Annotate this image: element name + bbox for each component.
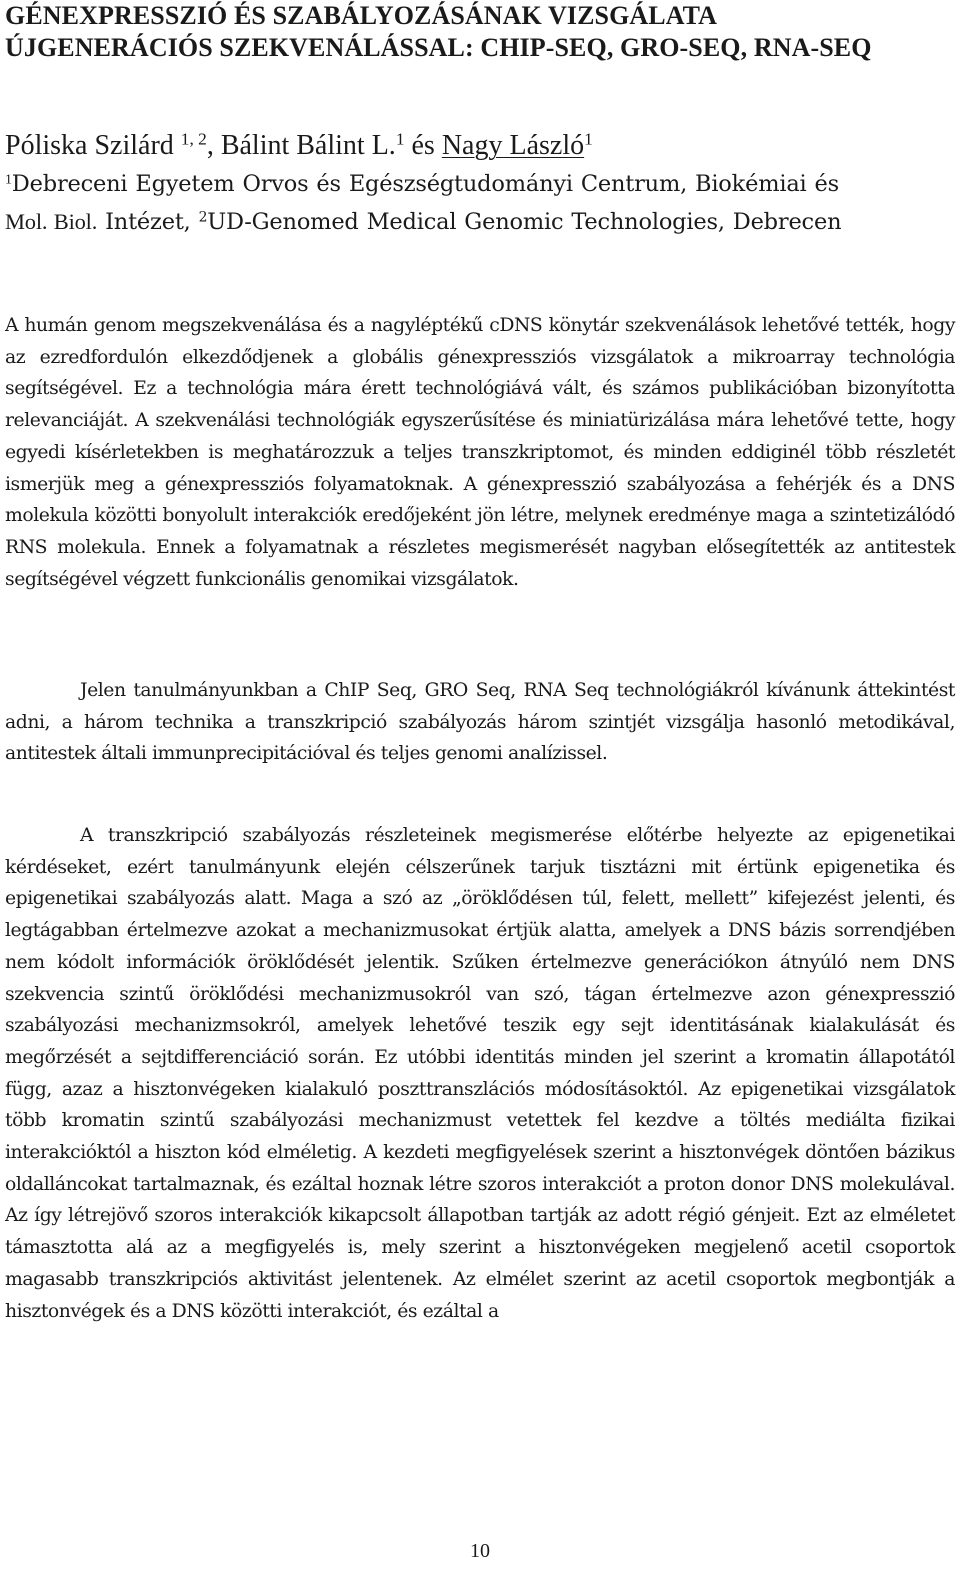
affiliation-2-mark: 2 [198, 209, 208, 226]
title-line-2: ÚJGENERÁCIÓS SZEKVENÁLÁSSAL: CHIP-SEQ, GRO-SEQ, RNA-SEQ [5, 33, 872, 62]
author-list [5, 128, 955, 164]
paragraph-3: A transzkripció szabályozás részleteinek megismerése előtérbe helyezte az epigenetikai kérdéseket, ezért tanulmányunk elején célszerűnek tarjuk tisztázni mit értünk epigenetika és epigenetikai szabályozás alatt. Maga a szó az „öröklődésen túl, felett, mellett” kifejezést jelenti, és legtágabban értelmezve azokat a mechanizmusokat értjük alatta, amelyek a DNS bázis sorrendjében nem kódolt információk öröklődését jelentik. Szűken értelmezve generációkon átnyúló nem DNS szekvencia szintű öröklődési mechanizmusokról van szó, tágan értelmezve azon génexpresszió szabályozási mechanizmsokról, amelyek lehetővé teszik egy sejt identitásának kialakulását és megőrzését a sejtdifferenciáció során. Ez utóbbi identitás minden jel szerint a kromatin állapotától függ, azaz a hisztonvégeken kialakuló poszttranszlációs módosításoktól. Az epigenetikai vizsgálatok több kromatin szintű szabályozási mechanizmust vetettek fel kezdve a töltés mediálta fizikai interakcióktól a hiszton kód elméletig. A kezdeti megfigyelések szerint a hisztonvégek döntően bázikus oldalláncokat tartalmaznak, és ezáltal hoznak létre szoros interakciót a proton donor DNS molekulával. Az így létrejövő szoros interakciók kikapcsolt állapotban tartják az adott régió génjeit. Ezt az elméletet támasztotta alá az a megfigyelés is, mely szerint a hisztonvégeken megjelenő acetil csoportok magasabb transzkripciós aktivitást jelentenek. Az elmélet szerint az acetil csoportok megbontják a hisztonvégek és a DNS közötti interakciót, és ezáltal a [5, 825, 955, 1322]
author-1: Póliska Szilárd [5, 130, 181, 161]
document-title [5, 0, 955, 64]
author-2: , Bálint Bálint L. [206, 130, 396, 161]
affiliation-1-mark: 1 [5, 172, 12, 188]
affiliation-line-1: Debreceni Egyetem Orvos és Egészségtudományi Centrum, Biokémiai és [11, 171, 839, 197]
author-1-affiliation-mark: 1, 2 [180, 129, 207, 149]
affiliation-institute: Intézet, [97, 209, 199, 235]
affiliation [5, 166, 955, 241]
page-number: 10 [470, 1540, 490, 1562]
author-2-affiliation-mark: 1 [395, 129, 405, 149]
paragraph-1: A humán genom megszekvenálása és a nagyléptékű cDNS könytár szekvenálások lehetővé tették, hogy az ezredfordulón elkezdődjenek a globális génexpressziós vizsgálatok a mikroarray technológia segítségével. Ez a technológia mára érett technológiává vált, és számos publikációban bizonyította relevanciáját. A szekvenálási technológiák egyszerűsítése és miniatürizálása mára lehetővé tette, hogy egyedi kísérletekben is meghatározzuk a teljes transzkriptomot, és minden eddiginél több részletét ismerjük meg a génexpressziós folyamatoknak. A génexpresszió szabályozása a fehérjék és a DNS molekula közötti bonyolult interakciók eredőjeként jön létre, melynek eredménye maga a szintetizálódó RNS molekula. Ennek a folyamatnak a részletes megismerését nagyban elősegítették az antitestek segítségével végzett funkcionális genomikai vizsgálatok. [5, 315, 955, 590]
paragraph-2: Jelen tanulmányunkban a ChIP Seq, GRO Seq, RNA Seq technológiákról kívánunk áttekintést adni, a három technika a transzkripció szabályozás három szintjét vizsgálja hasonló metodikával, antitestek általi immunprecipitációval és teljes genomi analízissel. [5, 680, 955, 765]
title-line-1: GÉNEXPRESSZIÓ ÉS SZABÁLYOZÁSÁNAK VIZSGÁLATA [5, 1, 718, 30]
author-3-link[interactable]: Nagy László [441, 130, 585, 161]
affiliation-line-2: UD-Genomed Medical Genomic Technologies, Debrecen [207, 209, 842, 235]
affiliation-mol-biol: Mol. Biol. [5, 209, 98, 234]
author-3-affiliation-mark: 1 [584, 129, 593, 149]
author-connector: és [404, 130, 442, 161]
